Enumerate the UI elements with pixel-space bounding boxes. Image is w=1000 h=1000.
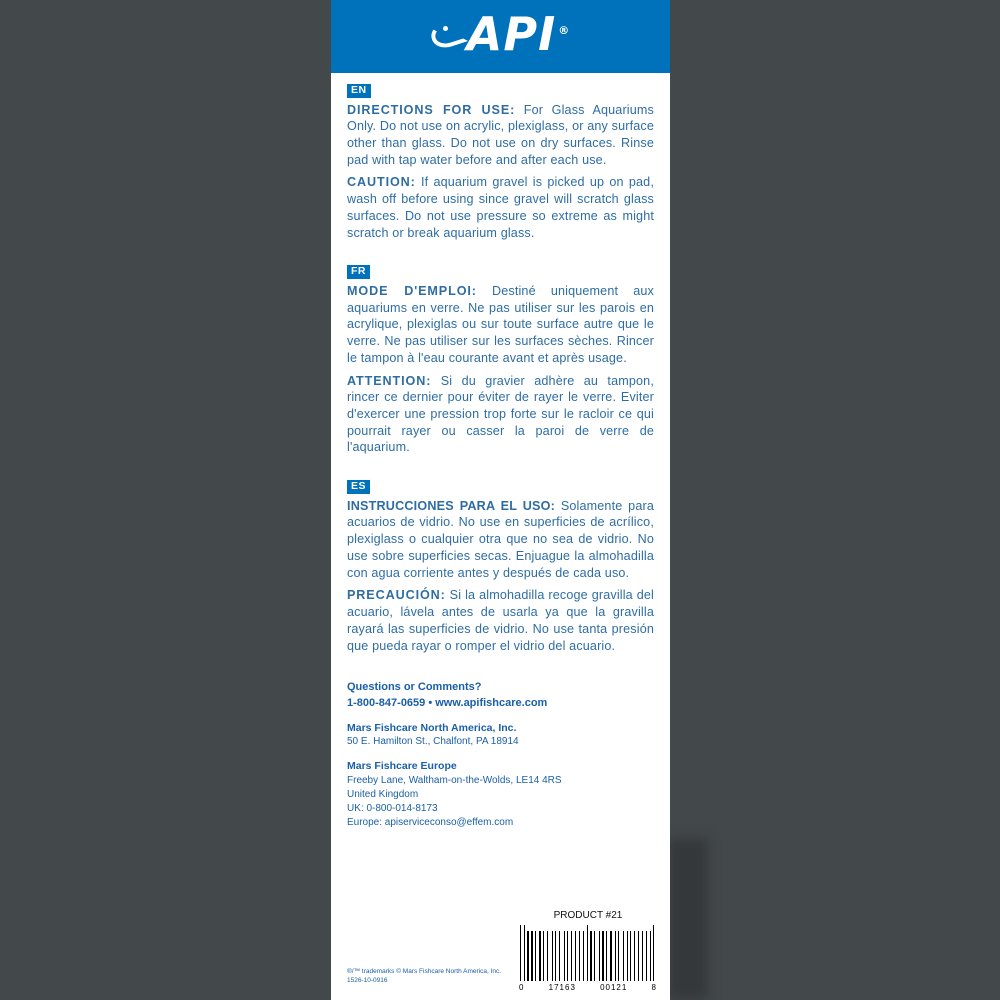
contact-phone-website[interactable]: 1-800-847-0659 • www.apifishcare.com: [347, 696, 548, 709]
company-address-europe-street: Freeby Lane, Waltham-on-the-Wolds, LE14 4RS: [347, 775, 562, 787]
package-shadow: [668, 838, 708, 1000]
language-badge-fr: FR: [347, 265, 370, 279]
paragraph-lead-directions-es: INSTRUCCIONES PARA EL USO:: [347, 498, 556, 513]
paragraph-lead-directions-fr: MODE D'EMPLOI:: [347, 283, 477, 298]
barcode-digits: [518, 983, 658, 992]
legal-block: [347, 967, 527, 987]
paragraph-directions-es: [347, 498, 654, 582]
address-block-europe: [347, 759, 654, 830]
company-name-europe: Mars Fishcare Europe: [347, 760, 457, 773]
address-block-north-america: [347, 721, 654, 750]
product-number-label: PRODUCT #21: [553, 910, 623, 921]
brand-header-underline: [331, 68, 670, 73]
barcode-digit-group-1: 17163: [548, 983, 576, 992]
section-fr: [347, 261, 654, 456]
barcode-block: [518, 911, 658, 992]
product-package-panel: [331, 0, 670, 1000]
paragraph-directions-en: [347, 102, 654, 169]
company-name-north-america: Mars Fishcare North America, Inc.: [347, 721, 517, 734]
section-en: [347, 80, 654, 241]
company-address-europe-country: United Kingdom: [347, 789, 419, 801]
paragraph-body-directions-en: For Glass Aquariums Only. Do not use on acrylic, plexiglass, or any surface other than glass. Do not use on dry surfaces. Rinse pad with tap water before and after each use.: [347, 102, 654, 167]
background-right: [670, 0, 1000, 1000]
language-badge-es: ES: [347, 480, 370, 494]
instructions-content: [347, 80, 654, 830]
paragraph-body-caution-fr: Si du gravier adhère au tampon, rincer ce dernier pour éviter de rayer le verre. Eviter d'exercer une pression trop forte sur le racloir ce qui pourrait rayer ou casser la paroi de verre de l'aquarium.: [347, 373, 654, 455]
fish-swoosh-icon: [431, 19, 465, 49]
paragraph-caution-es: [347, 587, 654, 654]
paragraph-directions-fr: [347, 283, 654, 367]
brand-logo: [331, 6, 670, 62]
background-left: [0, 0, 331, 1000]
company-email-europe[interactable]: Europe: apiserviceconso@effem.com: [347, 817, 514, 829]
paragraph-body-caution-en: If aquarium gravel is picked up on pad, wash off before using since gravel will scratch glass surfaces. Do not use pressure so extreme as might scratch or break aquarium glass.: [347, 175, 654, 240]
paragraph-lead-directions-en: DIRECTIONS FOR USE:: [347, 102, 516, 117]
language-badge-en: EN: [347, 84, 371, 98]
paragraph-body-caution-es: Si la almohadilla recoge gravilla del acuario, lávela antes de usarla ya que la gravilla rayará las superficies de vidrio. No use tanta presión que pueda rayar o romper el vidrio del acuario.: [347, 588, 654, 653]
company-address-north-america: 50 E. Hamilton St., Chalfont, PA 18914: [347, 736, 519, 748]
paragraph-caution-fr: [347, 373, 654, 457]
paragraph-body-directions-es: Solamente para acuarios de vidrio. No use en superficies de acrílico, plexiglass o cualquier otra que no sea de vidrio. No use sobre superficies secas. Enjuague la almohadilla con agua corriente antes y después de cada uso.: [347, 498, 654, 580]
questions-heading: Questions or Comments?: [347, 681, 482, 694]
paragraph-body-directions-fr: Destiné uniquement aux aquariums en verre. Ne pas utiliser sur les parois en acrylique, plexiglas ou sur toute surface autre que le verre. Ne pas utiliser sur les surfaces sèches. Rincer le tampon à l'eau courante avant et après usage.: [347, 283, 654, 365]
contact-block: [347, 680, 654, 710]
spacer: [347, 711, 654, 721]
paragraph-caution-en: [347, 174, 654, 241]
brand-wordmark: [466, 7, 571, 61]
brand-wordmark-text: API: [466, 7, 557, 61]
paragraph-lead-caution-en: CAUTION:: [347, 175, 416, 190]
registered-trademark-icon: ®: [558, 23, 571, 37]
company-phone-uk: UK: 0-800-014-8173: [347, 803, 438, 815]
spacer: [347, 749, 654, 759]
paragraph-lead-caution-fr: ATTENTION:: [347, 373, 432, 388]
trademark-notice: ®/™ trademarks © Mars Fishcare North America, Inc.: [347, 967, 502, 975]
barcode-image: [518, 925, 658, 981]
barcode-digit-right: 8: [651, 983, 657, 992]
barcode-digit-group-2: 00121: [600, 983, 628, 992]
paragraph-lead-caution-es: PRECAUCIÓN:: [347, 588, 446, 603]
section-es: [347, 476, 654, 654]
barcode-digit-left: 0: [519, 983, 525, 992]
print-code: 1526-10-0916: [347, 977, 388, 985]
